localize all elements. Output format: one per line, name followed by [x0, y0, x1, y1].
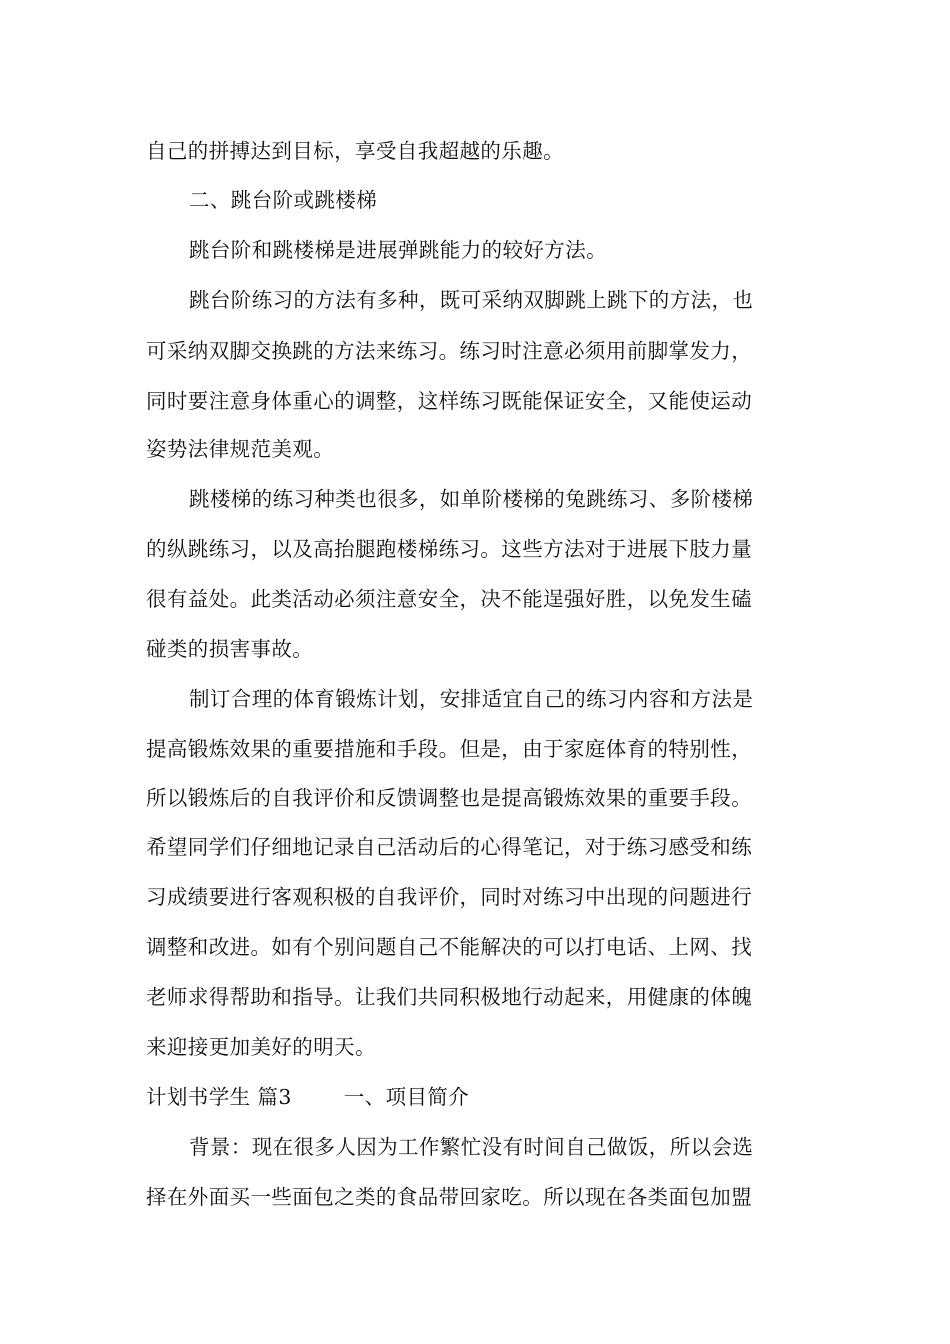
paragraph-line: 所以锻炼后的自我评价和反馈调整也是提高锻炼效果的重要手段。 [146, 786, 753, 810]
paragraph-line: 自己的拼搏达到目标，享受自我超越的乐趣。 [146, 139, 564, 163]
paragraph-line: 习成绩要进行客观积极的自我评价，同时对练习中出现的问题进行 [146, 885, 753, 909]
paragraph-line: 姿势法律规范美观。 [146, 437, 335, 461]
paragraph-line: 跳楼梯的练习种类也很多，如单阶楼梯的兔跳练习、多阶楼梯 [189, 487, 754, 511]
paragraph-line: 可采纳双脚交换跳的方法来练习。练习时注意必须用前脚掌发力， [146, 339, 753, 363]
paragraph-line: 提高锻炼效果的重要措施和手段。但是，由于家庭体育的特别性， [146, 737, 753, 761]
paragraph-line: 同时要注意身体重心的调整，这样练习既能保证安全，又能使运动 [146, 389, 753, 413]
paragraph-line: 碰类的损害事故。 [146, 637, 314, 661]
paragraph-line: 的纵跳练习，以及高抬腿跑楼梯练习。这些方法对于进展下肢力量 [146, 537, 753, 561]
section-heading: 计划书学生 篇3 [146, 1085, 292, 1109]
paragraph-line: 制订合理的体育锻炼计划，安排适宜自己的练习内容和方法是 [189, 687, 754, 711]
section-heading-row [146, 1082, 469, 1112]
paragraph-line: 希望同学们仔细地记录自己活动后的心得笔记，对于练习感受和练 [146, 835, 753, 859]
paragraph-line: 调整和改进。如有个别问题自己不能解决的可以打电话、上网、找 [146, 935, 753, 959]
paragraph-line: 跳台阶和跳楼梯是进展弹跳能力的较好方法。 [189, 238, 607, 262]
section-subheading: 一、项目简介 [343, 1085, 470, 1109]
paragraph-line: 很有益处。此类活动必须注意安全，决不能逞强好胜，以免发生磕 [146, 587, 753, 611]
paragraph-line: 择在外面买一些面包之类的食品带回家吃。所以现在各类面包加盟 [146, 1185, 753, 1209]
paragraph-line: 跳台阶练习的方法有多种，既可采纳双脚跳上跳下的方法，也 [189, 288, 754, 312]
paragraph-line: 背景：现在很多人因为工作繁忙没有时间自己做饭，所以会选 [189, 1135, 754, 1159]
section-title: 二、跳台阶或跳楼梯 [189, 188, 378, 212]
paragraph-line: 老师求得帮助和指导。让我们共同积极地行动起来，用健康的体魄 [146, 985, 753, 1009]
paragraph-line: 来迎接更加美好的明天。 [146, 1035, 376, 1059]
